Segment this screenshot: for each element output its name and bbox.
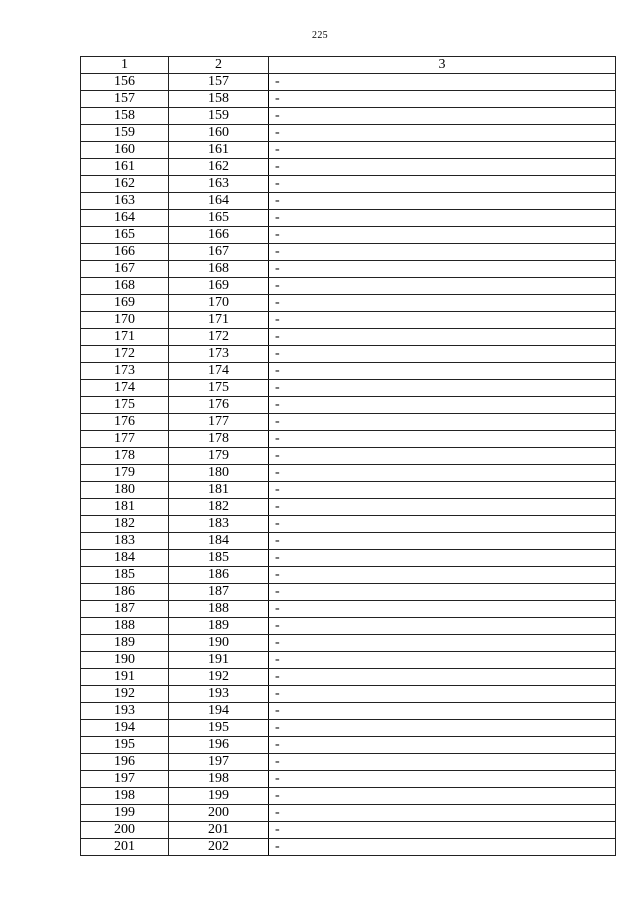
table-row	[81, 839, 616, 856]
table-row	[81, 567, 616, 584]
cell-col-2: 170	[169, 295, 269, 312]
cell-col-3: -	[269, 142, 616, 159]
cell-col-2: 175	[169, 380, 269, 397]
cell-col-3: -	[269, 397, 616, 414]
table-row	[81, 448, 616, 465]
cell-col-1: 183	[81, 533, 169, 550]
cell-col-1: 187	[81, 601, 169, 618]
column-header-1: 1	[81, 57, 169, 74]
cell-col-3: -	[269, 108, 616, 125]
cell-col-3: -	[269, 329, 616, 346]
cell-col-2: 163	[169, 176, 269, 193]
cell-col-3: -	[269, 312, 616, 329]
table-row	[81, 142, 616, 159]
table-row	[81, 210, 616, 227]
cell-col-2: 172	[169, 329, 269, 346]
table-row	[81, 74, 616, 91]
cell-col-3: -	[269, 601, 616, 618]
table-row	[81, 618, 616, 635]
data-table	[80, 56, 616, 856]
cell-col-1: 167	[81, 261, 169, 278]
cell-col-3: -	[269, 635, 616, 652]
table-row	[81, 635, 616, 652]
cell-col-3: -	[269, 499, 616, 516]
cell-col-3: -	[269, 618, 616, 635]
cell-col-3: -	[269, 584, 616, 601]
cell-col-3: -	[269, 822, 616, 839]
cell-col-3: -	[269, 261, 616, 278]
cell-col-1: 170	[81, 312, 169, 329]
cell-col-3: -	[269, 516, 616, 533]
cell-col-1: 156	[81, 74, 169, 91]
cell-col-1: 179	[81, 465, 169, 482]
table-row	[81, 499, 616, 516]
table-row	[81, 295, 616, 312]
table-row	[81, 363, 616, 380]
cell-col-1: 196	[81, 754, 169, 771]
cell-col-1: 178	[81, 448, 169, 465]
cell-col-2: 186	[169, 567, 269, 584]
cell-col-2: 162	[169, 159, 269, 176]
cell-col-1: 176	[81, 414, 169, 431]
cell-col-2: 169	[169, 278, 269, 295]
table-header-row	[81, 57, 616, 74]
cell-col-3: -	[269, 210, 616, 227]
cell-col-2: 183	[169, 516, 269, 533]
table-row	[81, 346, 616, 363]
cell-col-3: -	[269, 669, 616, 686]
cell-col-1: 188	[81, 618, 169, 635]
cell-col-2: 199	[169, 788, 269, 805]
table-row	[81, 176, 616, 193]
cell-col-2: 178	[169, 431, 269, 448]
cell-col-3: -	[269, 482, 616, 499]
cell-col-3: -	[269, 176, 616, 193]
cell-col-1: 171	[81, 329, 169, 346]
table-row	[81, 533, 616, 550]
page-number: 225	[312, 30, 328, 41]
table-row	[81, 227, 616, 244]
cell-col-3: -	[269, 380, 616, 397]
table-row	[81, 329, 616, 346]
cell-col-2: 201	[169, 822, 269, 839]
cell-col-3: -	[269, 839, 616, 856]
cell-col-1: 158	[81, 108, 169, 125]
cell-col-2: 198	[169, 771, 269, 788]
table-row	[81, 737, 616, 754]
cell-col-1: 194	[81, 720, 169, 737]
cell-col-1: 182	[81, 516, 169, 533]
cell-col-3: -	[269, 805, 616, 822]
table-row	[81, 550, 616, 567]
cell-col-3: -	[269, 346, 616, 363]
cell-col-3: -	[269, 227, 616, 244]
table-row	[81, 771, 616, 788]
cell-col-3: -	[269, 788, 616, 805]
cell-col-2: 158	[169, 91, 269, 108]
cell-col-1: 177	[81, 431, 169, 448]
cell-col-1: 165	[81, 227, 169, 244]
cell-col-3: -	[269, 125, 616, 142]
cell-col-2: 159	[169, 108, 269, 125]
table-row	[81, 686, 616, 703]
table-row	[81, 652, 616, 669]
table-row	[81, 465, 616, 482]
cell-col-2: 187	[169, 584, 269, 601]
cell-col-3: -	[269, 244, 616, 261]
column-header-2: 2	[169, 57, 269, 74]
cell-col-1: 159	[81, 125, 169, 142]
cell-col-2: 188	[169, 601, 269, 618]
cell-col-2: 167	[169, 244, 269, 261]
table-row	[81, 193, 616, 210]
table-row	[81, 108, 616, 125]
cell-col-1: 200	[81, 822, 169, 839]
cell-col-2: 164	[169, 193, 269, 210]
cell-col-2: 180	[169, 465, 269, 482]
cell-col-1: 190	[81, 652, 169, 669]
cell-col-2: 181	[169, 482, 269, 499]
cell-col-3: -	[269, 720, 616, 737]
table-row	[81, 261, 616, 278]
cell-col-2: 202	[169, 839, 269, 856]
table-row	[81, 125, 616, 142]
cell-col-1: 164	[81, 210, 169, 227]
cell-col-2: 176	[169, 397, 269, 414]
cell-col-2: 194	[169, 703, 269, 720]
cell-col-2: 174	[169, 363, 269, 380]
table-body	[81, 74, 616, 856]
cell-col-2: 193	[169, 686, 269, 703]
cell-col-2: 168	[169, 261, 269, 278]
cell-col-3: -	[269, 278, 616, 295]
cell-col-1: 157	[81, 91, 169, 108]
table-row	[81, 312, 616, 329]
table-row	[81, 397, 616, 414]
cell-col-1: 197	[81, 771, 169, 788]
cell-col-2: 157	[169, 74, 269, 91]
cell-col-1: 161	[81, 159, 169, 176]
cell-col-2: 173	[169, 346, 269, 363]
cell-col-1: 193	[81, 703, 169, 720]
cell-col-3: -	[269, 686, 616, 703]
cell-col-1: 199	[81, 805, 169, 822]
cell-col-3: -	[269, 567, 616, 584]
table-row	[81, 278, 616, 295]
cell-col-1: 185	[81, 567, 169, 584]
cell-col-3: -	[269, 193, 616, 210]
cell-col-1: 174	[81, 380, 169, 397]
cell-col-2: 165	[169, 210, 269, 227]
cell-col-3: -	[269, 91, 616, 108]
cell-col-1: 198	[81, 788, 169, 805]
cell-col-2: 190	[169, 635, 269, 652]
cell-col-1: 189	[81, 635, 169, 652]
cell-col-3: -	[269, 431, 616, 448]
cell-col-3: -	[269, 448, 616, 465]
cell-col-1: 162	[81, 176, 169, 193]
cell-col-2: 192	[169, 669, 269, 686]
cell-col-1: 192	[81, 686, 169, 703]
table-row	[81, 159, 616, 176]
table-row	[81, 788, 616, 805]
cell-col-1: 191	[81, 669, 169, 686]
cell-col-2: 191	[169, 652, 269, 669]
cell-col-1: 195	[81, 737, 169, 754]
cell-col-1: 166	[81, 244, 169, 261]
cell-col-3: -	[269, 754, 616, 771]
table-row	[81, 805, 616, 822]
cell-col-1: 175	[81, 397, 169, 414]
table-row	[81, 482, 616, 499]
table-row	[81, 669, 616, 686]
cell-col-1: 173	[81, 363, 169, 380]
cell-col-1: 186	[81, 584, 169, 601]
table-row	[81, 431, 616, 448]
cell-col-2: 160	[169, 125, 269, 142]
cell-col-1: 168	[81, 278, 169, 295]
cell-col-3: -	[269, 363, 616, 380]
table-row	[81, 601, 616, 618]
cell-col-2: 196	[169, 737, 269, 754]
cell-col-2: 182	[169, 499, 269, 516]
cell-col-3: -	[269, 737, 616, 754]
cell-col-2: 184	[169, 533, 269, 550]
cell-col-3: -	[269, 159, 616, 176]
table-row	[81, 91, 616, 108]
cell-col-3: -	[269, 652, 616, 669]
table-row	[81, 244, 616, 261]
cell-col-2: 195	[169, 720, 269, 737]
cell-col-2: 185	[169, 550, 269, 567]
cell-col-1: 163	[81, 193, 169, 210]
cell-col-1: 181	[81, 499, 169, 516]
cell-col-2: 177	[169, 414, 269, 431]
cell-col-2: 161	[169, 142, 269, 159]
column-header-3: 3	[269, 57, 616, 74]
cell-col-2: 197	[169, 754, 269, 771]
table-row	[81, 720, 616, 737]
cell-col-1: 172	[81, 346, 169, 363]
cell-col-3: -	[269, 414, 616, 431]
cell-col-1: 160	[81, 142, 169, 159]
cell-col-3: -	[269, 295, 616, 312]
cell-col-2: 179	[169, 448, 269, 465]
cell-col-3: -	[269, 703, 616, 720]
table-row	[81, 584, 616, 601]
cell-col-1: 169	[81, 295, 169, 312]
cell-col-3: -	[269, 465, 616, 482]
cell-col-1: 184	[81, 550, 169, 567]
cell-col-2: 166	[169, 227, 269, 244]
cell-col-2: 200	[169, 805, 269, 822]
table-row	[81, 516, 616, 533]
cell-col-1: 201	[81, 839, 169, 856]
table-row	[81, 822, 616, 839]
cell-col-2: 189	[169, 618, 269, 635]
cell-col-3: -	[269, 550, 616, 567]
cell-col-2: 171	[169, 312, 269, 329]
table-row	[81, 703, 616, 720]
cell-col-3: -	[269, 771, 616, 788]
cell-col-1: 180	[81, 482, 169, 499]
cell-col-3: -	[269, 533, 616, 550]
table-row	[81, 380, 616, 397]
table-row	[81, 414, 616, 431]
cell-col-3: -	[269, 74, 616, 91]
table-row	[81, 754, 616, 771]
